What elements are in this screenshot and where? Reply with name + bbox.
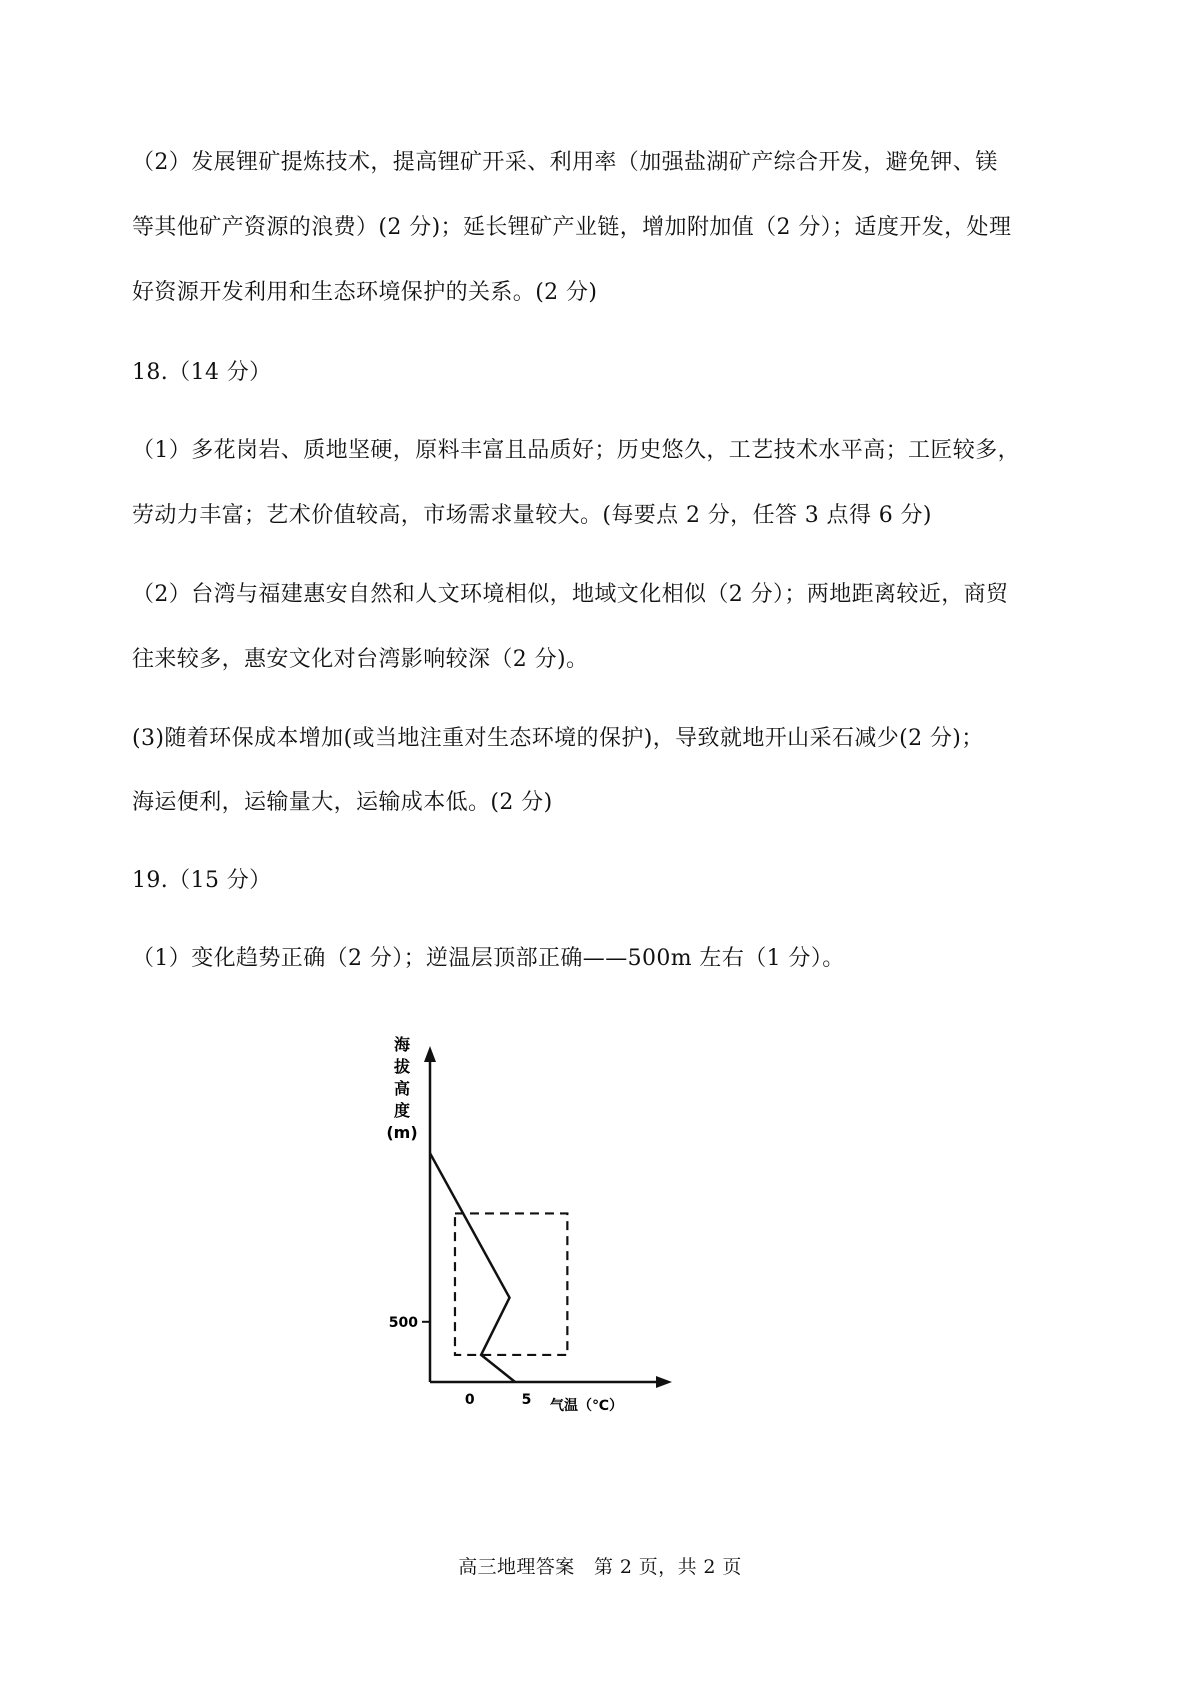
paragraph-line: （1）变化趋势正确（2 分）；逆温层顶部正确——500m 左右（1 分）。 <box>132 946 845 971</box>
paragraph-line: 往来较多，惠安文化对台湾影响较深（2 分)。 <box>132 647 589 672</box>
y-axis-label-char: 高 <box>393 1079 411 1098</box>
page-footer: 高三地理答案 第 2 页，共 2 页 <box>458 1556 742 1578</box>
y-axis-label-char: 度 <box>393 1101 411 1120</box>
question-heading: 18.（14 分） <box>132 360 272 385</box>
paragraph-line: （2）台湾与福建惠安自然和人文环境相似，地域文化相似（2 分）；两地距离较近，商贸 <box>132 582 1009 607</box>
x-axis-label: 气温（℃） <box>550 1398 623 1414</box>
chart-svg <box>386 1035 710 1440</box>
paragraph-line: 好资源开发利用和生态环境保护的关系。(2 分) <box>132 280 598 305</box>
paragraph-line: 等其他矿产资源的浪费）(2 分)；延长锂矿产业链，增加附加值（2 分）；适度开发，处理 <box>132 215 1012 240</box>
y-axis-label-char: 拔 <box>393 1057 411 1076</box>
paragraph-line: 劳动力丰富；艺术价值较高，市场需求量较大。(每要点 2 分，任答 3 点得 6 分) <box>132 503 932 528</box>
x-axis-arrow-icon <box>656 1376 672 1388</box>
y-axis-label-char: 海 <box>393 1035 411 1054</box>
question-heading: 19.（15 分） <box>132 868 272 893</box>
paragraph-line: （2）发展锂矿提炼技术，提高锂矿开采、利用率（加强盐湖矿产综合开发，避免钾、镁 <box>132 150 998 175</box>
x-tick-label: 0 <box>464 1392 475 1408</box>
temperature-altitude-chart <box>386 1035 710 1440</box>
y-axis-arrow-icon <box>424 1046 436 1062</box>
x-tick-label: 5 <box>521 1392 532 1408</box>
y-axis-label-char: (m) <box>386 1123 418 1142</box>
paragraph-line: 海运便利，运输量大，运输成本低。(2 分) <box>132 790 553 815</box>
inversion-layer-box <box>455 1213 567 1354</box>
paragraph-line: (3)随着环保成本增加(或当地注重对生态环境的保护)，导致就地开山采石减少(2 分)； <box>132 726 984 751</box>
paragraph-line: （1）多花岗岩、质地坚硬，原料丰富且品质好；历史悠久，工艺技术水平高；工匠较多， <box>132 438 1020 463</box>
y-tick-label: 500 <box>388 1314 418 1331</box>
